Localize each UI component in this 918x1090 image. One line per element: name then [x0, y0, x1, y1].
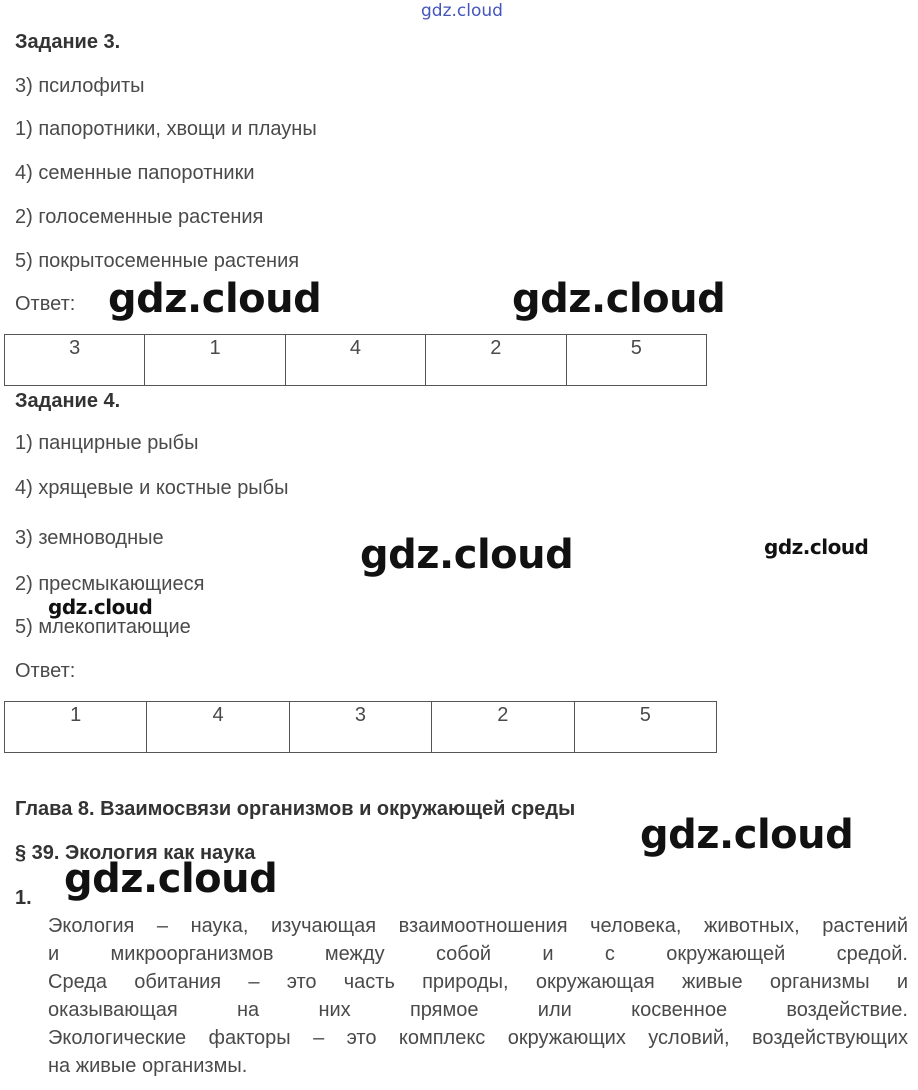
answer-cell: 3 — [5, 335, 145, 386]
task3-item: 5) покрытосеменные растения — [15, 250, 300, 272]
answer-cell: 4 — [147, 702, 289, 753]
task4-item: 2) пресмыкающиеся — [15, 573, 205, 595]
watermark: gdz.cloud — [764, 535, 869, 559]
task3-answer-label: Ответ: — [15, 293, 76, 315]
watermark-top: gdz.cloud — [421, 1, 503, 21]
answer-cell: 5 — [566, 335, 706, 386]
task3-answer-table — [4, 334, 707, 386]
table-row — [5, 702, 717, 753]
question-number: 1. — [15, 887, 32, 909]
answer-paragraph — [48, 912, 908, 1080]
task4-item: 4) хрящевые и костные рыбы — [15, 477, 289, 499]
chapter-title: Глава 8. Взаимосвязи организмов и окружающей среды — [15, 798, 576, 820]
paragraph-line: Экологические факторы – это комплекс окружающих условий, воздействующих — [48, 1027, 908, 1049]
task4-item: 5) млекопитающие — [15, 616, 191, 638]
task4-item: 1) панцирные рыбы — [15, 432, 199, 454]
task3-item: 2) голосеменные растения — [15, 206, 264, 228]
answer-cell: 1 — [145, 335, 285, 386]
paragraph-line: Экология – наука, изучающая взаимоотношения человека, животных, растений — [48, 915, 908, 937]
task3-item: 1) папоротники, хвощи и плауны — [15, 118, 317, 140]
watermark: gdz.cloud — [108, 276, 322, 322]
watermark: gdz.cloud — [640, 812, 854, 858]
paragraph-line: Среда обитания – это часть природы, окружающая живые организмы и — [48, 971, 908, 993]
table-row — [5, 335, 707, 386]
watermark: gdz.cloud — [360, 532, 574, 578]
answer-cell: 2 — [432, 702, 574, 753]
paragraph-line: на живые организмы. — [48, 1055, 248, 1077]
task4-answer-table — [4, 701, 717, 753]
answer-cell: 5 — [574, 702, 716, 753]
watermark: gdz.cloud — [48, 595, 153, 619]
task4-item: 3) земноводные — [15, 527, 164, 549]
answer-cell: 1 — [5, 702, 147, 753]
answer-cell: 2 — [426, 335, 566, 386]
answer-cell: 4 — [285, 335, 425, 386]
task3-item: 3) псилофиты — [15, 75, 145, 97]
watermark: gdz.cloud — [64, 856, 278, 902]
watermark: gdz.cloud — [512, 276, 726, 322]
task4-title: Задание 4. — [15, 390, 121, 412]
paragraph-line: оказывающая на них прямое или косвенное воздействие. — [48, 999, 908, 1021]
answer-cell: 3 — [289, 702, 431, 753]
section-title: § 39. Экология как наука — [15, 842, 256, 864]
task3-item: 4) семенные папоротники — [15, 162, 255, 184]
task4-answer-label: Ответ: — [15, 660, 76, 682]
paragraph-line: и микроорганизмов между собой и с окружающей средой. — [48, 943, 908, 965]
task3-title: Задание 3. — [15, 31, 121, 53]
